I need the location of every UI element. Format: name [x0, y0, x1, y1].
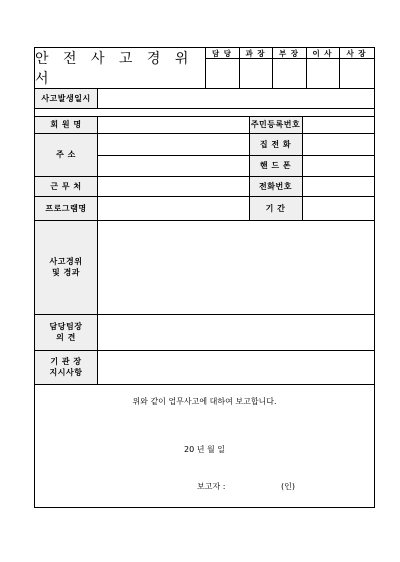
approval-section-chief-signature-box[interactable]	[240, 58, 272, 88]
program-label: 프로그램명	[35, 196, 97, 220]
column-divider	[272, 48, 273, 88]
accident-details-field[interactable]	[98, 221, 374, 314]
work-phone-label: 전화번호	[249, 176, 302, 196]
manager-opinion-field[interactable]	[98, 315, 374, 350]
column-divider	[239, 48, 240, 88]
row-divider	[35, 196, 374, 197]
workplace-label: 근 무 처	[35, 176, 97, 196]
period-field[interactable]	[303, 197, 374, 220]
approval-staff-label: 담 당	[211, 48, 233, 58]
approval-staff-signature-box[interactable]	[206, 58, 239, 88]
form-title: 안 전 사 고 경 위 서	[35, 51, 194, 87]
director-instruction-label: 기 관 장 지시사항	[35, 350, 97, 384]
address-field-line-2[interactable]	[98, 156, 249, 176]
accident-datetime-label: 사고발생일시	[35, 88, 97, 108]
column-divider	[249, 116, 250, 220]
manager-opinion-label: 담당팀장 의 견	[35, 314, 97, 350]
column-divider	[97, 116, 98, 384]
home-phone-field[interactable]	[303, 134, 374, 155]
program-field[interactable]	[98, 197, 249, 220]
column-divider	[339, 48, 340, 88]
workplace-field[interactable]	[98, 177, 249, 196]
row-divider	[97, 155, 374, 156]
seal-label: (인)	[281, 482, 295, 491]
approval-section-chief-label: 과 장	[245, 48, 266, 58]
work-phone-field[interactable]	[303, 177, 374, 196]
address-label: 주 소	[35, 133, 97, 176]
period-label: 기 간	[249, 196, 302, 220]
reporter-name-field[interactable]	[235, 478, 285, 492]
approval-header-divider	[205, 58, 374, 59]
approval-director-label: 이 사	[312, 48, 333, 58]
incident-report-form	[34, 47, 375, 508]
member-name-field[interactable]	[98, 117, 249, 133]
report-statement: 위와 같이 업무사고에 대하여 보고합니다.	[132, 397, 277, 406]
accident-datetime-field[interactable]	[98, 89, 374, 108]
row-divider	[35, 350, 374, 351]
member-name-label: 회 원 명	[35, 116, 97, 133]
column-divider	[302, 116, 303, 220]
row-divider	[35, 116, 374, 117]
column-divider	[205, 48, 206, 88]
row-divider	[35, 176, 374, 177]
column-divider	[97, 88, 98, 108]
row-divider	[35, 384, 374, 385]
resident-number-field[interactable]	[303, 117, 374, 133]
resident-number-label: 주민등록번호	[249, 116, 302, 133]
mobile-field[interactable]	[303, 156, 374, 176]
address-field-line-1[interactable]	[98, 134, 249, 155]
row-divider	[35, 133, 374, 134]
row-divider	[35, 220, 374, 221]
row-divider	[35, 108, 374, 109]
director-instruction-field[interactable]	[98, 351, 374, 384]
home-phone-label: 집 전 화	[249, 133, 302, 155]
mobile-label: 핸 드 폰	[249, 155, 302, 176]
approval-director-signature-box[interactable]	[307, 58, 339, 88]
approval-department-head-label: 부 장	[278, 48, 300, 58]
approval-president-label: 사 장	[346, 48, 367, 58]
row-divider	[35, 314, 374, 315]
row-divider	[35, 88, 374, 89]
accident-details-label: 사고경위 및 경과	[35, 220, 97, 314]
approval-president-signature-box[interactable]	[340, 58, 374, 88]
report-date-line: 20 년 월 일	[184, 445, 225, 454]
reporter-label: 보고자 :	[197, 482, 226, 491]
approval-department-head-signature-box[interactable]	[273, 58, 306, 88]
column-divider	[306, 48, 307, 88]
